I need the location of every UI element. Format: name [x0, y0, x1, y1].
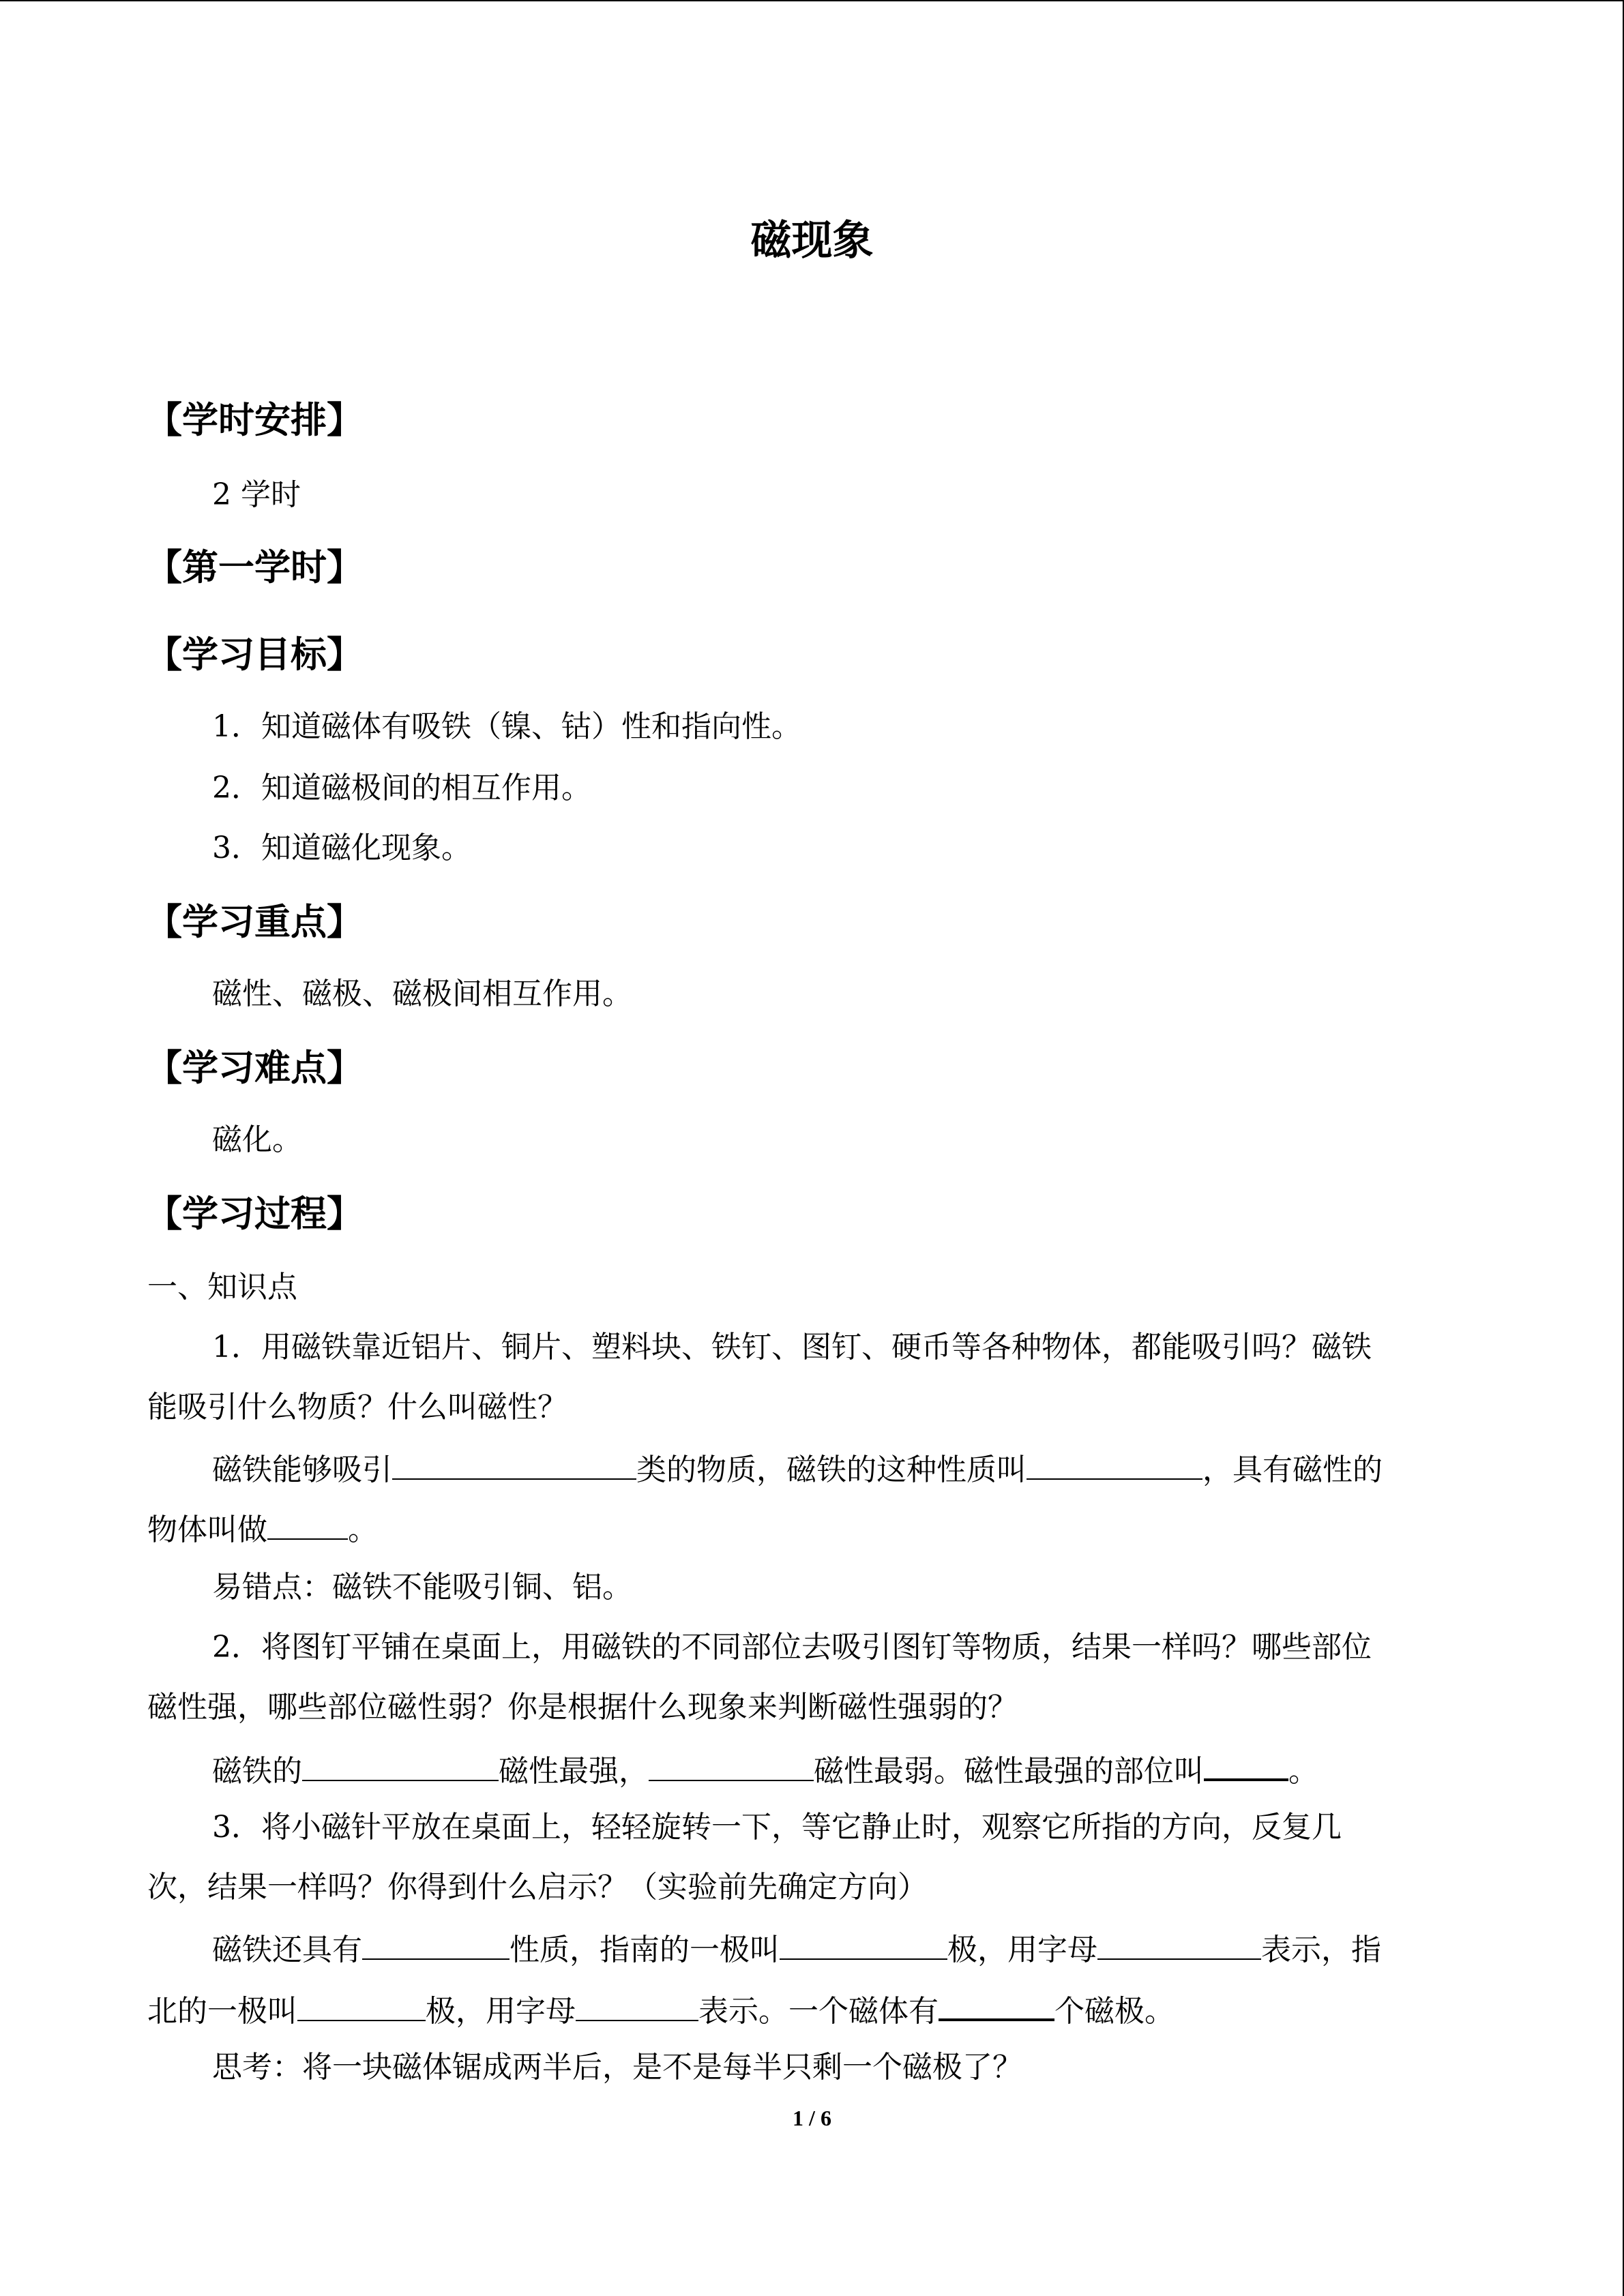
- answer-blank[interactable]: [939, 1993, 1054, 2021]
- q3-think: 思考：将一块磁体锯成两半后，是不是每半只剩一个磁极了？: [212, 2050, 1022, 2085]
- section-knowledge-points: 一、知识点: [147, 1270, 297, 1304]
- document-title: 磁现象: [750, 217, 874, 265]
- q1-line-1: 1．用磁铁靠近铝片、铜片、塑料块、铁钉、图钉、硬币等各种物体，都能吸引吗？磁铁: [212, 1330, 1372, 1365]
- q1-fill-line-1: 磁铁能够吸引 类的物质，磁铁的这种性质叫 ，具有磁性的: [212, 1452, 1383, 1487]
- heading-schedule: 【学时安排】: [146, 400, 363, 441]
- answer-blank[interactable]: [1097, 1933, 1261, 1960]
- goal-item-3: 3．知道磁化现象。: [212, 831, 471, 865]
- q2-fill-line: 磁铁的 磁性最强， 磁性最弱。磁性最强的部位叫 。: [212, 1754, 1318, 1789]
- answer-blank[interactable]: [267, 1512, 348, 1540]
- q3-line-1: 3．将小磁针平放在桌面上，轻轻旋转一下，等它静止时，观察它所指的方向，反复几: [212, 1810, 1342, 1845]
- q3-line-2: 次，结果一样吗？你得到什么启示？（实验前先确定方向）: [147, 1870, 928, 1905]
- heading-difficulties: 【学习难点】: [146, 1047, 363, 1089]
- goal-item-2: 2．知道磁极间的相互作用。: [212, 771, 591, 805]
- heading-process: 【学习过程】: [146, 1193, 363, 1235]
- answer-blank[interactable]: [576, 1994, 698, 2021]
- q3-fill-line-1: 磁铁还具有 性质，指南的一极叫 极，用字母 表示，指: [212, 1933, 1381, 1967]
- schedule-text: 2 学时: [212, 477, 301, 512]
- q3-fill-line-2: 北的一极叫 极，用字母 表示。一个磁体有 个磁极。: [147, 1994, 1175, 2029]
- q1-fill-line-2: 物体叫做 。: [147, 1512, 378, 1547]
- page-number: 1 / 6: [793, 2106, 831, 2130]
- goal-item-1: 1．知道磁体有吸铁（镍、钴）性和指向性。: [212, 709, 801, 744]
- answer-blank[interactable]: [302, 1754, 499, 1781]
- keypoints-text: 磁性、磁极、磁极间相互作用。: [212, 976, 632, 1011]
- answer-blank[interactable]: [392, 1452, 636, 1480]
- q1-line-2: 能吸引什么物质？什么叫磁性？: [147, 1390, 567, 1425]
- heading-goals: 【学习目标】: [146, 634, 363, 676]
- answer-blank[interactable]: [1027, 1452, 1202, 1480]
- answer-blank[interactable]: [362, 1933, 510, 1960]
- difficulties-text: 磁化。: [212, 1122, 302, 1157]
- heading-first-period: 【第一学时】: [146, 547, 363, 588]
- answer-blank[interactable]: [297, 1994, 426, 2021]
- q2-line-1: 2．将图钉平铺在桌面上，用磁铁的不同部位去吸引图钉等物质，结果一样吗？哪些部位: [212, 1630, 1372, 1665]
- heading-keypoints: 【学习重点】: [146, 901, 363, 943]
- answer-blank[interactable]: [780, 1933, 947, 1960]
- answer-blank[interactable]: [649, 1754, 814, 1781]
- q1-common-mistake: 易错点：磁铁不能吸引铜、铝。: [212, 1570, 632, 1605]
- q2-line-2: 磁性强，哪些部位磁性弱？你是根据什么现象来判断磁性强弱的？: [147, 1690, 1018, 1725]
- answer-blank[interactable]: [1204, 1753, 1288, 1781]
